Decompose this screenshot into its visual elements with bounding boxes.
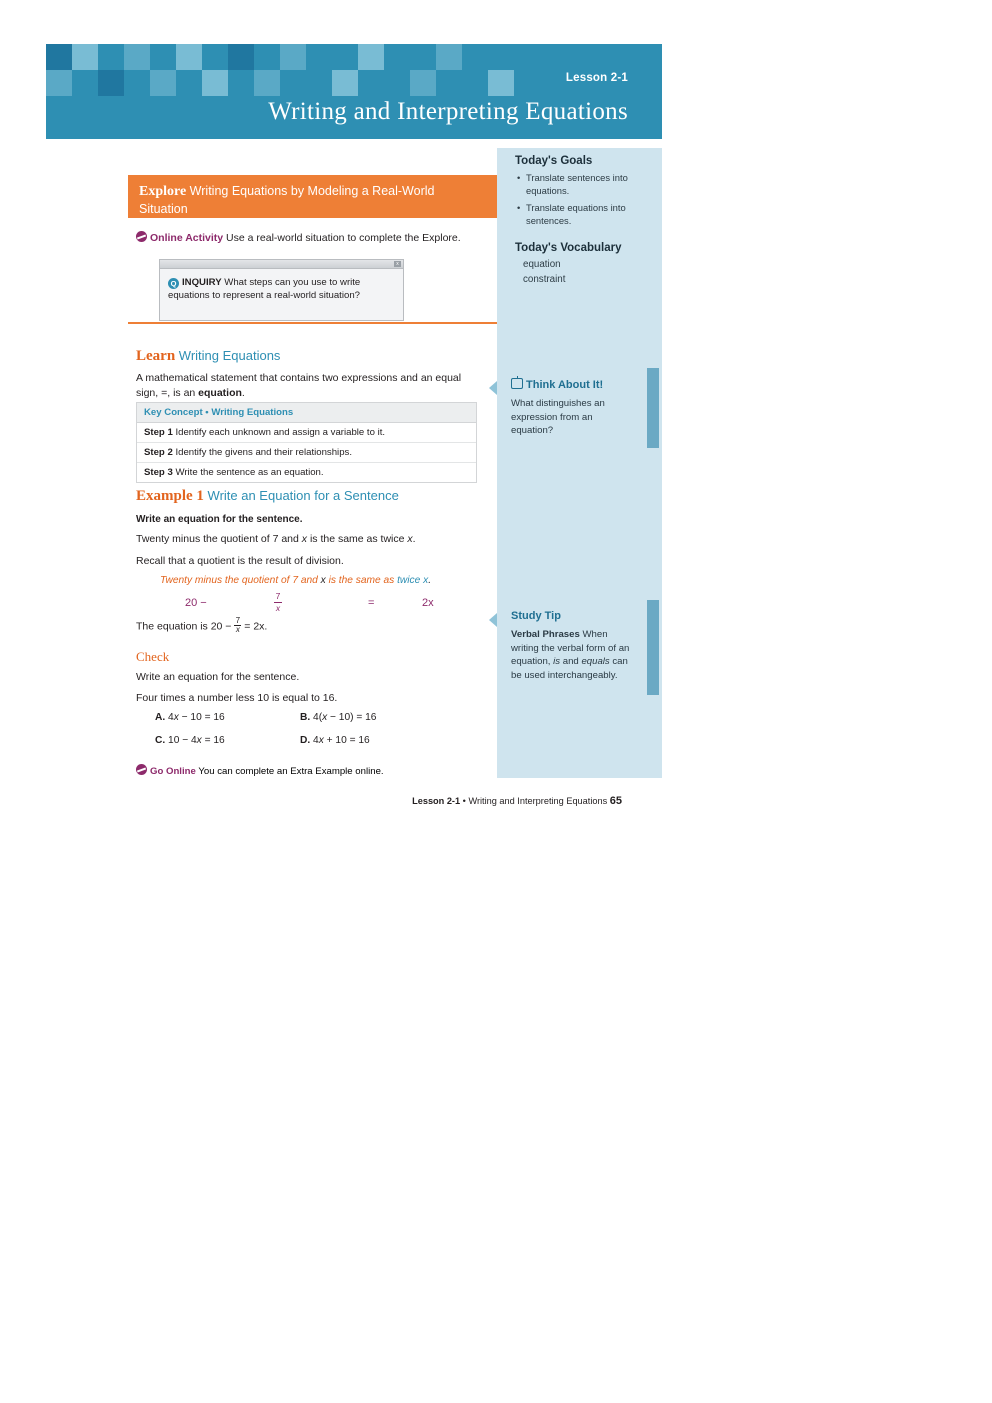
example-sentence <box>136 532 476 547</box>
page-footer <box>0 795 662 807</box>
example-sentence-c: . <box>412 533 416 545</box>
key-concept-step <box>137 443 476 463</box>
equation-equals: = <box>368 597 375 609</box>
banner-mosaic-decoration <box>46 44 516 96</box>
key-concept-step <box>137 423 476 443</box>
learn-paragraph-b: . <box>241 387 245 400</box>
study-tip-em-2: equals <box>581 656 610 668</box>
vocabulary-title: Today's Vocabulary <box>515 241 622 254</box>
vocabulary-term: constraint <box>523 273 566 285</box>
example-heading-rest: Write an Equation for a Sentence <box>203 488 399 503</box>
choice-text-b: = 16 <box>201 735 225 746</box>
choice-letter: D. <box>300 735 311 746</box>
choice-var: x <box>173 712 179 723</box>
example-heading <box>136 487 399 505</box>
annotation-var-x: x <box>320 575 326 586</box>
key-concept-header: Key Concept • Writing Equations <box>137 403 476 423</box>
study-tip-box <box>497 600 647 695</box>
check-sentence: Four times a number less 10 is equal to 16. <box>136 692 338 704</box>
footer-lesson: Lesson 2-1 <box>412 796 461 806</box>
fraction-denominator: x <box>275 602 281 613</box>
sidebox-tab <box>647 600 659 695</box>
conclusion-b: = 2x. <box>241 620 268 633</box>
choice-c[interactable] <box>155 735 300 746</box>
equation-right: 2x <box>422 597 434 609</box>
check-instruction: Write an equation for the sentence. <box>136 671 300 683</box>
study-tip-text-1: When writing the verbal form of an equation, <box>511 629 630 668</box>
step-text: Write the sentence as an equation. <box>172 467 324 478</box>
study-tip-body <box>511 628 635 682</box>
step-text: Identify the givens and their relationships. <box>172 447 352 458</box>
go-online-line <box>136 764 384 777</box>
think-about-it-box <box>497 368 647 448</box>
example-conclusion <box>136 617 476 635</box>
explore-label: Explore <box>139 184 187 199</box>
inquiry-titlebar[interactable] <box>160 260 403 269</box>
learn-paragraph-a: A mathematical statement that contains two expressions and an equal sign, =, is an <box>136 372 462 400</box>
choice-text-b: − 10) = 16 <box>327 712 377 723</box>
callout-notch <box>489 381 497 395</box>
page-number: 65 <box>609 795 622 807</box>
choice-text-a: 4 <box>313 735 319 746</box>
explore-banner <box>128 175 497 218</box>
annotation-part-1: Twenty minus the quotient of 7 and <box>160 575 321 586</box>
choice-letter: A. <box>155 712 166 723</box>
think-about-it-title <box>511 378 635 391</box>
example-sentence-b: is the same as twice <box>307 533 408 545</box>
go-online-label[interactable]: Go Online <box>150 766 196 777</box>
choice-letter: C. <box>155 735 166 746</box>
choice-text-a: 4( <box>313 712 323 723</box>
example-var-x: x <box>301 533 308 545</box>
key-concept-box <box>136 402 477 483</box>
inquiry-window <box>159 259 404 321</box>
study-tip-text-2: and <box>560 656 582 668</box>
goals-list <box>515 172 650 228</box>
think-about-it-body: What distinguishes an expression from an equation? <box>511 398 605 437</box>
sidebox-tab <box>647 368 659 448</box>
step-label: Step 3 <box>144 467 173 478</box>
choice-b[interactable] <box>300 712 445 723</box>
learn-paragraph-bold: equation <box>198 387 242 400</box>
choice-var: x <box>196 735 202 746</box>
example-prompt: Write an equation for the sentence. <box>136 514 303 525</box>
example-annotation <box>160 575 480 586</box>
step-text: Identify each unknown and assign a variable to it. <box>172 427 386 438</box>
step-label: Step 2 <box>144 447 173 458</box>
check-choices <box>155 712 485 758</box>
choice-var: x <box>322 712 328 723</box>
choice-a[interactable] <box>155 712 300 723</box>
study-tip-title: Study Tip <box>511 610 561 622</box>
goal-item: • Translate equations into sentences. <box>526 202 650 227</box>
online-activity-line <box>136 228 488 246</box>
example-sentence-a: Twenty minus the quotient of 7 and <box>136 533 302 545</box>
conclusion-a: The equation is 20 − <box>136 620 235 633</box>
close-icon[interactable]: x <box>394 261 401 267</box>
inquiry-body <box>160 269 403 303</box>
footer-title: Writing and Interpreting Equations <box>468 796 608 806</box>
study-tip-em-1: is <box>553 656 561 668</box>
choices-row <box>155 712 485 723</box>
check-heading: Check <box>136 649 170 664</box>
equation-left: 20 − <box>185 597 207 609</box>
page-banner <box>46 44 662 139</box>
example-recall: Recall that a quotient is the result of division. <box>136 555 344 567</box>
choice-d[interactable] <box>300 735 445 746</box>
footer-separator: • <box>460 796 469 806</box>
speech-bubble-icon <box>511 378 523 389</box>
think-about-it-title-text: Think About It! <box>526 379 604 391</box>
choice-text-b: − 10 = 16 <box>178 712 225 723</box>
explore-bottom-rule <box>128 322 497 324</box>
inquiry-label: INQUIRY <box>182 277 222 288</box>
globe-icon <box>136 231 147 242</box>
learn-heading-bold: Learn <box>136 348 176 364</box>
lesson-tag: Lesson 2-1 <box>565 72 628 84</box>
learn-heading-rest: Writing Equations <box>175 348 281 363</box>
page-title: Writing and Interpreting Equations <box>268 98 628 125</box>
vocabulary-term: equation <box>523 258 561 270</box>
step-label: Step 1 <box>144 427 173 438</box>
annotation-period: . <box>428 575 432 586</box>
example-equation-row <box>160 592 480 618</box>
choice-text-a: 4 <box>168 712 174 723</box>
goal-item: • Translate sentences into equations. <box>526 172 650 197</box>
learn-heading <box>136 347 280 365</box>
annotation-part-2: is the same as <box>325 575 398 586</box>
choice-letter: B. <box>300 712 311 723</box>
key-concept-step <box>137 463 476 482</box>
fraction-denominator: x <box>235 625 240 635</box>
globe-icon <box>136 764 147 775</box>
example-heading-bold: Example 1 <box>136 488 204 504</box>
goals-title: Today's Goals <box>515 155 593 167</box>
study-tip-text-3: can be used interchangeably. <box>511 656 628 681</box>
fraction-numerator: 7 <box>275 591 281 601</box>
choice-var: x <box>318 735 324 746</box>
online-activity-label[interactable]: Online Activity <box>150 232 224 244</box>
equation-fraction <box>274 592 282 613</box>
fraction-numerator: 7 <box>235 616 241 625</box>
callout-notch <box>489 613 497 627</box>
go-online-text: You can complete an Extra Example online. <box>195 766 384 777</box>
choices-row <box>155 735 485 746</box>
study-tip-label: Verbal Phrases <box>511 629 580 640</box>
todays-goals <box>515 155 650 289</box>
online-activity-text: Use a real-world situation to complete the Explore. <box>223 232 461 244</box>
explore-title: Writing Equations by Modeling a Real-World Situation <box>139 184 435 216</box>
learn-paragraph <box>136 371 476 401</box>
annotation-part-teal: twice x <box>397 575 429 586</box>
example-var-x2: x <box>407 533 413 545</box>
question-icon: Q <box>168 278 179 289</box>
inquiry-text: What steps can you use to write equations to represent a real-world situation? <box>168 277 361 302</box>
choice-text-b: + 10 = 16 <box>323 735 370 746</box>
choice-text-a: 10 − 4 <box>168 735 197 746</box>
